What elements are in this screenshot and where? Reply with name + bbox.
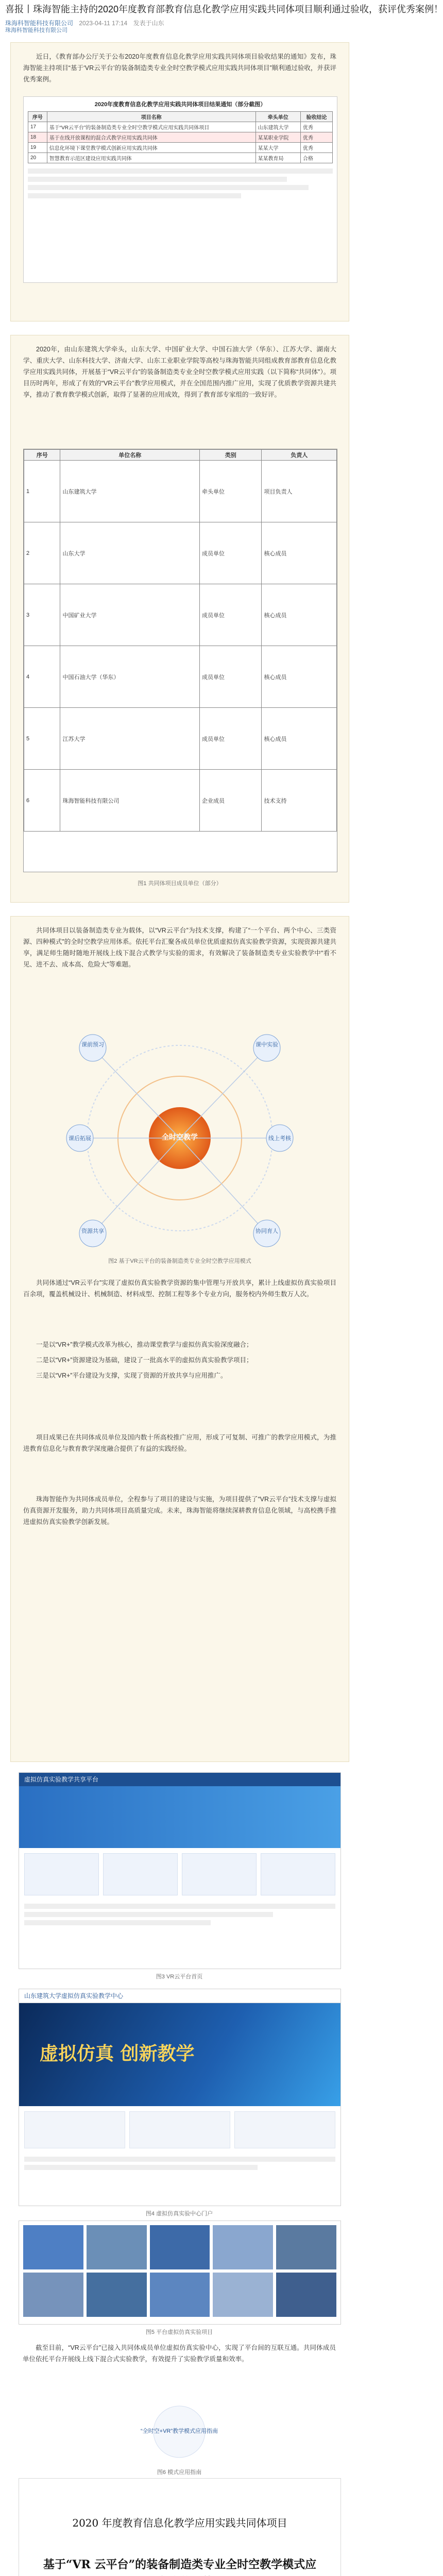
list-item: 三是以“VR+”平台建设为支撑，实现了资源的开放共享与应用推广。: [36, 1372, 227, 1379]
section3-paragraph3: 项目成果已在共同体成员单位及国内数十所高校推广应用，形成了可复制、可推广的教学应用模式，为推进教育信息化与教育教学深度融合提供了有益的实践经验。: [23, 1434, 336, 1452]
diagram-node-label: 线上考核: [268, 1136, 291, 1142]
platform-screenshot-2: [19, 1989, 341, 2206]
notice-table-title: 2020年度教育信息化教学应用实践共同体项目结果通知（部分截图）: [94, 101, 266, 108]
badge-text: “全时空+VR”教学模式应用指南: [140, 2428, 218, 2434]
diagram-node-label: 资源共享: [81, 1228, 104, 1234]
diagram-connector: [180, 1138, 267, 1233]
section3-paragraph2: 共同体通过“VR云平台”实现了虚拟仿真实验教学资源的集中管理与开放共享，累计上线虚拟仿真实验项目百余项，覆盖机械设计、机械制造、材料成型、控制工程等多个专业方向，服务校内外师生数万人次。: [23, 1279, 336, 1298]
diagram-node-label: 课前预习: [81, 1042, 104, 1048]
bullet-list: [23, 1339, 336, 1385]
member-th: 类别: [200, 450, 262, 461]
diagram-connector: [93, 1138, 180, 1233]
guide-cover-page: [19, 2478, 341, 2576]
intro-paragraph: 近日，《教育部办公厅关于公布2020年度教育信息化教学应用实践共同体项目验收结果的通知》发布，珠海智能主持项目“基于‘VR云平台’的装备制造类专业全时空教学模式应用实践共同体项目”顺利通过验收，并获评优秀案例。: [23, 53, 336, 83]
table-row-highlighted: 18 基于在线开放课程的混合式教学应用实践共同体 某某职业学院 优秀: [28, 132, 333, 143]
article-header: [0, 0, 443, 33]
article-date: 2023-04-11 17:14: [79, 20, 128, 27]
notice-th: 验收结论: [300, 112, 332, 122]
diagram-node-label: 协同育人: [255, 1228, 278, 1234]
diagram-node-label: 课中实验: [255, 1042, 278, 1048]
screen2-caption: 图4 虚拟仿真实验中心门户: [145, 2211, 213, 2217]
diagram-connector: [180, 1048, 267, 1138]
platform-screenshot-1: [19, 1772, 341, 1969]
screen1-topbar: 虚拟仿真实验教学共享平台: [19, 1773, 340, 1786]
account-name[interactable]: 珠海科智能科技有限公司: [5, 27, 67, 33]
table-row: 20 智慧教育示范区建设应用实践共同体 某某教育局 合格: [28, 153, 333, 163]
article-title: 喜报丨珠海智能主持的2020年度教育部教育信息化教学应用实践共同体项目顺利通过验收，获评优秀案例！: [5, 4, 443, 14]
diagram-connector: [93, 1048, 180, 1138]
section3-card: [10, 916, 349, 1762]
screen2-banner-text: 虚拟仿真 创新教学: [40, 2043, 195, 2064]
section3-paragraph: 共同体项目以装备制造类专业为载体，以“VR云平台”为技术支撑，构建了“一个平台、两个中心、三类资源、四种模式”的全时空教学应用体系。依托平台汇聚各成员单位优质虚拟仿真实验教学资源，实现资源共建共享，满足师生随时随地开展线上线下混合式教学与实验的需求，有效解决了装备制造类专业实验教学中“看不见、进不去、成本高、危险大”等难题。: [23, 927, 336, 968]
notice-th: 牵头单位: [255, 112, 300, 122]
notice-th: 序号: [28, 112, 47, 122]
table-row: 5 江苏大学 成员单位 核心成员: [24, 708, 337, 770]
badge-caption: 图6 模式应用指南: [157, 2469, 202, 2476]
member-th: 负责人: [262, 450, 337, 461]
guide-badge: [118, 2401, 240, 2463]
screen2-banner: [19, 2003, 340, 2106]
screen2-topbar: 山东建筑大学虚拟仿真实验教学中心: [19, 1989, 340, 2003]
notice-th: 项目名称: [47, 112, 255, 122]
table-row: 4 中国石油大学（华东） 成员单位 核心成员: [24, 646, 337, 708]
table-row: 2 山东大学 成员单位 核心成员: [24, 522, 337, 584]
teaching-model-diagram: [64, 1025, 295, 1251]
section3-paragraph4: 珠海智能作为共同体成员单位，全程参与了项目的建设与实施，为项目提供了“VR云平台”技术支撑与虚拟仿真资源开发服务，助力共同体项目高质量完成。未来，珠海智能将继续深耕教育信息化领域，与高校携手推进虚拟仿真实验教学创新发展。: [23, 1496, 336, 1526]
cover-title-1: 2020 年度教育信息化教学应用实践共同体项目: [72, 2517, 287, 2529]
notice-table: [28, 111, 333, 163]
project-thumbnail-grid: [19, 2221, 341, 2325]
diagram-caption: 图2 基于VR云平台的装备制造类专业全时空教学应用模式: [108, 1258, 251, 1264]
notice-screenshot: [23, 96, 337, 283]
intro-card: [10, 42, 349, 321]
table-row: 6 珠海智能科技有限公司 企业成员 技术支持: [24, 770, 337, 832]
list-item: 二是以“VR+”资源建设为基础，建设了一批高水平的虚拟仿真实验教学项目；: [36, 1357, 253, 1364]
article-source[interactable]: 珠海科智能科技有限公司: [5, 20, 74, 27]
member-th: 单位名称: [60, 450, 200, 461]
diagram-node-label: 课后拓展: [69, 1136, 91, 1142]
grid-caption: 图5 平台虚拟仿真实验项目: [145, 2329, 213, 2335]
list-item: 一是以“VR+”教学模式改革为核心，推动课堂教学与虚拟仿真实验深度融合；: [36, 1341, 253, 1348]
section2-card: [10, 335, 349, 903]
diagram-center-label: 全时空教学: [162, 1133, 198, 1141]
member-table: [24, 449, 337, 832]
screen1-caption: 图3 VR云平台首页: [156, 1974, 203, 1980]
screens-paragraph: 截至目前，“VR云平台”已接入共同体成员单位虚拟仿真实验中心，实现了平台间的互联互通。共同体成员单位依托平台开展线上线下混合式实验教学，有效提升了实验教学质量和效率。: [23, 2344, 336, 2363]
article-location: 发表于山东: [133, 20, 164, 27]
table-row: 19 信息化环境下课堂教学模式创新应用实践共同体 某某大学 优秀: [28, 143, 333, 153]
table-row: 3 中国矿业大学 成员单位 核心成员: [24, 584, 337, 646]
cover-title-2: 基于“VR 云平台”的装备制造类专业全时空教学模式应: [43, 2558, 317, 2571]
member-table-frame: [23, 449, 337, 872]
table-row: 17 基于“VR云平台”的装备制造类专业全时空教学模式应用实践共同体项目 山东建筑大学 优秀: [28, 122, 333, 132]
member-th: 序号: [24, 450, 60, 461]
table-row: 1 山东建筑大学 牵头单位 项目负责人: [24, 461, 337, 522]
member-table-caption: 图1 共同体项目成员单位（部分）: [138, 880, 222, 887]
section2-paragraph: 2020年，由山东建筑大学牵头，山东大学、中国矿业大学、中国石油大学（华东）、江苏大学、湖南大学、重庆大学、山东科技大学、济南大学、山东工业职业学院等高校与珠海智能共同组成教育部教育信息化教学应用实践共同体，开展基于“VR云平台”的装备制造类专业全时空教学模式应用实践（以下简称“共同体”）。项目历时两年，形成了有效的“VR云平台”教学应用模式，并在全国范围内推广应用，实现了优质教学资源共建共享，推动了教育教学模式创新，取得了显著的应用成效，得到了教育部专家组的一致好评。: [23, 346, 336, 398]
